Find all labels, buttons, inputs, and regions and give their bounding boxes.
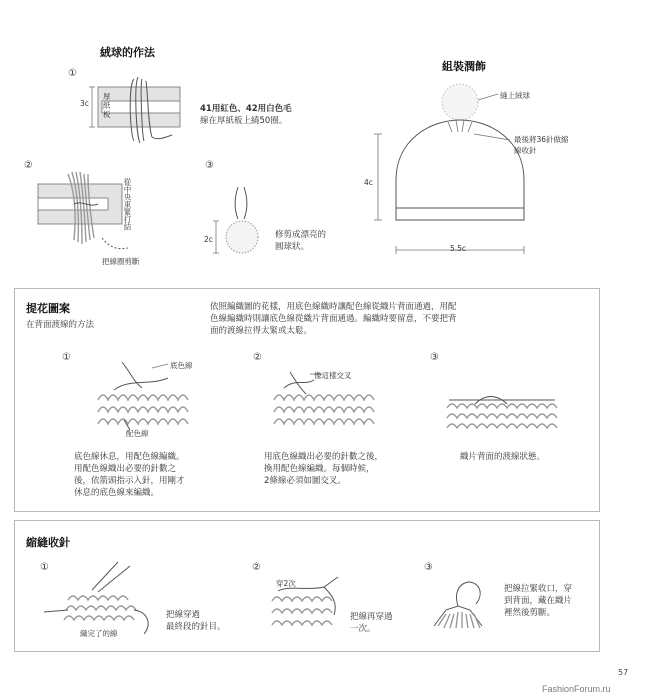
pass-twice-label: 穿2次	[276, 579, 296, 588]
jacquard-desc-line-1: 依照編織圖的花樣，用底色線織時讓配色線從織片背面通過，用配	[210, 302, 457, 312]
pompom-step-2: ②	[24, 160, 33, 171]
cinch-cap1-line-2: 最終段的針目。	[166, 622, 226, 632]
cinch-step-2: ②	[252, 562, 261, 573]
cinch-cap3-line-3: 裡然後剪斷。	[504, 608, 556, 618]
cinch-cap3-line-2: 到背面，藏在織片	[504, 596, 573, 606]
jacquard-cap3: 織片背面的渡線狀態。	[460, 452, 546, 462]
watermark: FashionForum.ru	[542, 684, 611, 694]
cinch-step-3: ③	[424, 562, 433, 573]
jacquard-cap2-line-2: 換用配色線編織。每個時候，	[264, 464, 375, 474]
tie-center-label: 從中央束緊打結	[123, 178, 132, 231]
assembly-title: 組裝潤飾	[442, 60, 486, 73]
dim-4c-label: 4c	[364, 178, 373, 187]
jacquard-cap1-line-3: 後，依箭頭指示入針，用剛才	[74, 476, 185, 486]
pompom-step-1: ①	[68, 68, 77, 79]
jacquard-step-2: ②	[253, 352, 262, 363]
jacquard-cap1-line-2: 用配色線織出必要的針數之	[74, 464, 177, 474]
cinch-cap2-line-2: 一次。	[350, 624, 376, 634]
hat-diagram	[360, 80, 560, 260]
jacquard-step-3: ③	[430, 352, 439, 363]
jacquard-cap1-line-1: 底色線休息，用配色線編織。	[74, 452, 185, 462]
jacquard-cap2-line-1: 用底色線織出必要的針數之後，	[264, 452, 384, 462]
yarn-note-line-1: 41用紅色、42用白色毛	[200, 104, 292, 114]
cardboard-label: 厚紙板	[103, 92, 111, 119]
pompom-title: 絨球的作法	[100, 46, 155, 59]
attach-pompom-label: 縫上絨球	[500, 91, 530, 100]
cinch-diagram-3	[428, 580, 498, 635]
trim-note-line-2: 圓球狀。	[275, 242, 310, 252]
yarn-note-line-2: 線在厚紙板上繞50圈。	[200, 116, 288, 126]
jacquard-desc-line-3: 面的渡線拉得太緊或太鬆。	[210, 326, 313, 336]
dim-3c-label: 3c	[80, 99, 89, 108]
jacquard-knit-diagram-1	[90, 360, 210, 440]
jacquard-back-diagram	[445, 390, 560, 440]
jacquard-title: 提花圖案	[26, 302, 70, 315]
cinch-cap2-line-1: 把線再穿過	[350, 612, 393, 622]
color-yarn-label: 配色線	[126, 429, 149, 438]
base-yarn-label: 底色線	[170, 361, 193, 370]
cinch-title: 縮縫收針	[26, 536, 70, 549]
dim-2c-label: 2c	[204, 235, 213, 244]
cut-loops-label: 把線圈剪斷	[102, 257, 140, 266]
cinch-step-1: ①	[40, 562, 49, 573]
cinch-cap3-line-1: 把線拉緊收口，穿	[504, 584, 573, 594]
cross-like-this-label: 像這樣交叉	[314, 371, 352, 380]
trim-note-line-1: 修剪成漂亮的	[275, 230, 327, 240]
jacquard-cap2-line-3: 2條線必須如圖交叉。	[264, 476, 346, 486]
done-thread-label: 織完了的線	[80, 629, 118, 638]
last-stitches-line-1: 最後將36針做縮	[514, 135, 569, 144]
trimmed-ball-diagram	[210, 185, 280, 265]
jacquard-desc-line-2: 色線編織時則讓底色線從織片背面通過。編織時要留意，不要把背	[210, 314, 457, 324]
pompom-step-3: ③	[205, 160, 214, 171]
jacquard-subtitle: 在背面渡線的方法	[26, 320, 95, 330]
dim-5-5c-label: 5.5c	[450, 244, 467, 253]
jacquard-step-1: ①	[62, 352, 71, 363]
page-number: 57	[618, 668, 629, 677]
jacquard-cap1-line-4: 休息的底色線來編織。	[74, 488, 160, 498]
last-stitches-line-2: 線收針	[514, 146, 537, 155]
cinch-cap1-line-1: 把線穿過	[166, 610, 201, 620]
